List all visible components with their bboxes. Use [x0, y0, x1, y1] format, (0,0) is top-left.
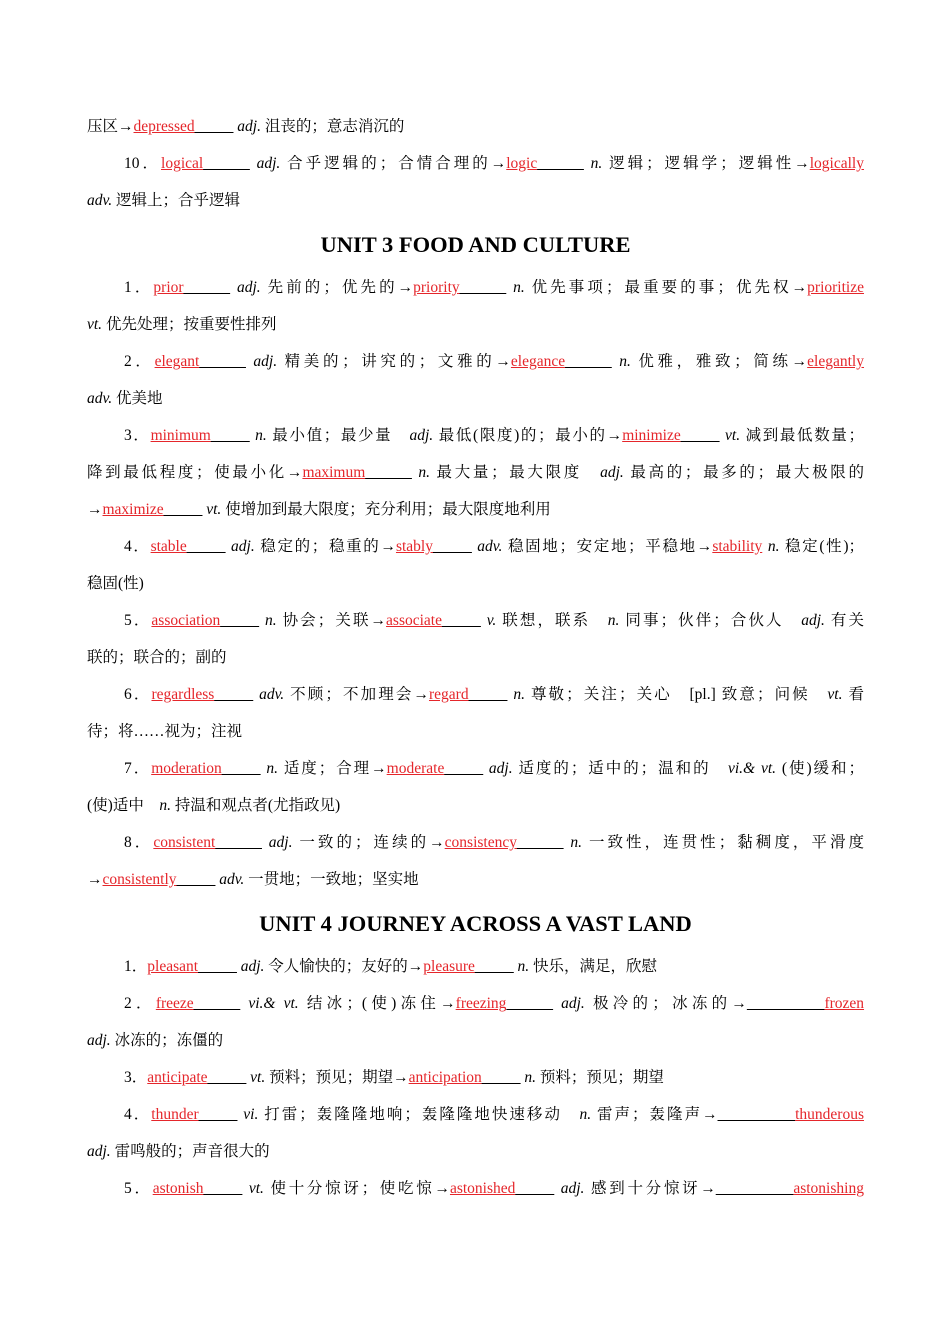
item	[87, 269, 864, 306]
text-line	[87, 491, 864, 528]
text-line	[87, 306, 864, 343]
text-line	[87, 713, 864, 750]
blank: ______	[537, 155, 584, 172]
blank: _____	[220, 612, 260, 629]
answer: astonished	[449, 1180, 516, 1197]
answer: regard	[428, 686, 469, 703]
blank: ______	[215, 834, 262, 851]
answer: stable	[150, 538, 187, 555]
answer: associate	[386, 612, 442, 629]
text: n. 稳定(性)；	[767, 538, 864, 555]
text: adj. 极冷的；冰冻的→	[561, 995, 747, 1012]
blank: _____	[214, 686, 254, 703]
text-line	[87, 787, 864, 824]
item-number: 5．	[124, 1180, 153, 1197]
text: vt. 使十分惊讶；使吃惊→	[248, 1180, 450, 1197]
blank: ______	[565, 353, 612, 370]
text: 联的；联合的；副的	[87, 649, 227, 666]
text: vi. 打雷；轰隆隆地响；轰隆隆地快速移动 n. 雷声；轰隆声→	[243, 1106, 718, 1123]
answer: pleasure	[423, 958, 475, 975]
text-line	[87, 182, 864, 219]
text: adj. 冰冻的；冻僵的	[87, 1032, 224, 1049]
blank: ______	[199, 353, 246, 370]
blank: _____	[210, 427, 250, 444]
item-number: 3．	[124, 1069, 148, 1086]
blank: _____	[203, 1180, 243, 1197]
item-number: 4．	[124, 1106, 152, 1123]
blank: ______	[506, 995, 553, 1012]
blank: _____	[444, 760, 484, 777]
text: n. 预料；预见；期望	[524, 1069, 664, 1086]
item	[87, 676, 864, 713]
item	[87, 948, 864, 985]
text: 待；将……视为；注视	[87, 723, 243, 740]
text: adj. 一致的；连续的→	[268, 834, 445, 851]
unit-3-heading: UNIT 3 FOOD AND CULTURE	[320, 232, 631, 257]
blank: _____	[481, 1069, 521, 1086]
text: 稳固(性)	[87, 575, 144, 592]
unit-4-heading: UNIT 4 JOURNEY ACROSS A VAST LAND	[259, 911, 692, 936]
blank: __________	[717, 1106, 796, 1123]
blank: _____	[474, 958, 514, 975]
text: adj. 合乎逻辑的；合情合理的→	[256, 155, 507, 172]
blank: ______	[183, 279, 231, 296]
answer: maximize	[102, 501, 164, 518]
text: adj. 先前的；优先的→	[237, 279, 414, 296]
item	[87, 417, 864, 454]
text: 降到最低程度；使最小化→	[87, 464, 303, 481]
text: vt. 使增加到最大限度；充分利用；最大限度地利用	[206, 501, 551, 518]
item-number: 2．	[124, 995, 156, 1012]
blank: ______	[516, 834, 564, 851]
answer: prior	[153, 279, 184, 296]
text-line	[87, 861, 864, 898]
text: adj. 沮丧的；意志消沉的	[237, 118, 405, 135]
text: vi.& vt. 结冰；(使)冻住→	[248, 995, 456, 1012]
blank: __________	[715, 1180, 794, 1197]
text: adv. 稳固地；安定地；平稳地→	[477, 538, 713, 555]
text: adv. 逻辑上；合乎逻辑	[87, 192, 240, 209]
answer: freezing	[455, 995, 507, 1012]
text: n. 快乐，满足，欣慰	[517, 958, 658, 975]
answer: depressed	[133, 118, 195, 135]
answer: pleasant	[147, 958, 199, 975]
answer: frozen	[824, 995, 865, 1012]
answer: logically	[809, 155, 864, 172]
text-line	[87, 1133, 864, 1170]
text: adv. 一贯地；一致地；坚实地	[219, 871, 419, 888]
text: n. 最小值；最少量 adj. 最低(限度)的；最小的→	[255, 427, 623, 444]
answer: consistently	[102, 871, 177, 888]
item-number: 3．	[124, 427, 151, 444]
blank: _____	[198, 958, 237, 975]
blank: _____	[221, 760, 261, 777]
blank: ______	[203, 155, 250, 172]
item-number: 6．	[124, 686, 152, 703]
item	[87, 1059, 864, 1096]
text: adv. 优美地	[87, 390, 163, 407]
text: vt. 预料；预见；期望→	[250, 1069, 409, 1086]
text-line	[87, 454, 864, 491]
blank: ______	[193, 995, 241, 1012]
text-line	[87, 565, 864, 602]
item	[87, 985, 864, 1022]
item	[87, 750, 864, 787]
answer: elegance	[510, 353, 566, 370]
text-line	[87, 1022, 864, 1059]
blank: _____	[680, 427, 720, 444]
text: n. 逻辑；逻辑学；逻辑性→	[590, 155, 810, 172]
item-number: 8．	[124, 834, 154, 851]
answer: astonishing	[793, 1180, 864, 1197]
answer: moderation	[151, 760, 222, 777]
item	[87, 343, 864, 380]
text: n. 协会；关联→	[265, 612, 387, 629]
blank: ______	[365, 464, 412, 481]
answer: freeze	[155, 995, 194, 1012]
answer: logical	[161, 155, 204, 172]
item	[87, 1170, 864, 1207]
answer: maximum	[302, 464, 366, 481]
blank: _____	[515, 1180, 555, 1197]
blank: _____	[163, 501, 203, 518]
answer: astonish	[152, 1180, 204, 1197]
text: vt. 减到最低数量；	[725, 427, 864, 444]
answer: moderate	[386, 760, 445, 777]
answer: anticipation	[408, 1069, 482, 1086]
blank: _____	[176, 871, 216, 888]
answer: anticipate	[147, 1069, 208, 1086]
item	[87, 602, 864, 639]
text: →	[87, 871, 103, 888]
answer: consistent	[153, 834, 216, 851]
answer: thunderous	[795, 1106, 864, 1123]
answer: thunder	[151, 1106, 199, 1123]
document-page	[87, 108, 864, 1207]
item-number: 1．	[124, 279, 154, 296]
item	[87, 528, 864, 565]
text: adj. 令人愉快的；友好的→	[240, 958, 424, 975]
blank: _____	[207, 1069, 247, 1086]
answer: elegant	[154, 353, 200, 370]
text: (使)适中 n. 持温和观点者(尤指政见)	[87, 797, 341, 814]
answer: minimize	[622, 427, 681, 444]
item-number: 10．	[124, 155, 162, 172]
answer: consistency	[444, 834, 517, 851]
blank: _____	[468, 686, 508, 703]
text: n. 一致性，连贯性；黏稠度，平滑度	[570, 834, 864, 851]
answer: association	[151, 612, 221, 629]
answer: priority	[413, 279, 460, 296]
item-number: 7．	[124, 760, 152, 777]
blank: _____	[198, 1106, 238, 1123]
blank: _____	[441, 612, 481, 629]
text-line	[87, 639, 864, 676]
blank: _____	[194, 118, 234, 135]
text: n. 最大量；最大限度 adj. 最高的；最多的；最大极限的	[418, 464, 864, 481]
answer: regardless	[151, 686, 215, 703]
item-number: 2．	[124, 353, 155, 370]
text: adj. 适度的；适中的；温和的 vi.& vt. (使)缓和；	[488, 760, 864, 777]
text: adj. 雷鸣般的；声音很大的	[87, 1143, 270, 1160]
answer: minimum	[150, 427, 211, 444]
text: n. 适度；合理→	[266, 760, 387, 777]
text: n. 优先事项；最重要的事；优先权→	[513, 279, 808, 296]
text: 压区→	[87, 118, 134, 135]
answer: stability	[712, 538, 763, 555]
blank: _____	[433, 538, 472, 555]
item	[87, 1096, 864, 1133]
answer: logic	[506, 155, 538, 172]
text: adj. 感到十分惊讶→	[560, 1180, 716, 1197]
text: adj. 精美的；讲究的；文雅的→	[253, 353, 511, 370]
text-line	[87, 380, 864, 417]
blank: ______	[459, 279, 507, 296]
text: v. 联想，联系 n. 同事；伙伴；合伙人 adj. 有关	[486, 612, 864, 629]
blank: __________	[746, 995, 825, 1012]
item	[87, 824, 864, 861]
item-10	[87, 145, 864, 182]
text: adv. 不顾；不加理会→	[259, 686, 429, 703]
answer: prioritize	[807, 279, 864, 296]
text: vt. 优先处理；按重要性排列	[87, 316, 277, 333]
text-line	[87, 108, 864, 145]
answer: stably	[395, 538, 433, 555]
answer: elegantly	[807, 353, 864, 370]
text: n. 尊敬；关注；关心 [pl.] 致意；问候 vt. 看	[513, 686, 864, 703]
text: →	[87, 501, 103, 518]
item-number: 5．	[124, 612, 152, 629]
item-number: 4．	[124, 538, 151, 555]
text: n. 优雅，雅致；简练→	[619, 353, 808, 370]
text: adj. 稳定的；稳重的→	[231, 538, 396, 555]
item-number: 1．	[124, 958, 148, 975]
blank: _____	[186, 538, 226, 555]
